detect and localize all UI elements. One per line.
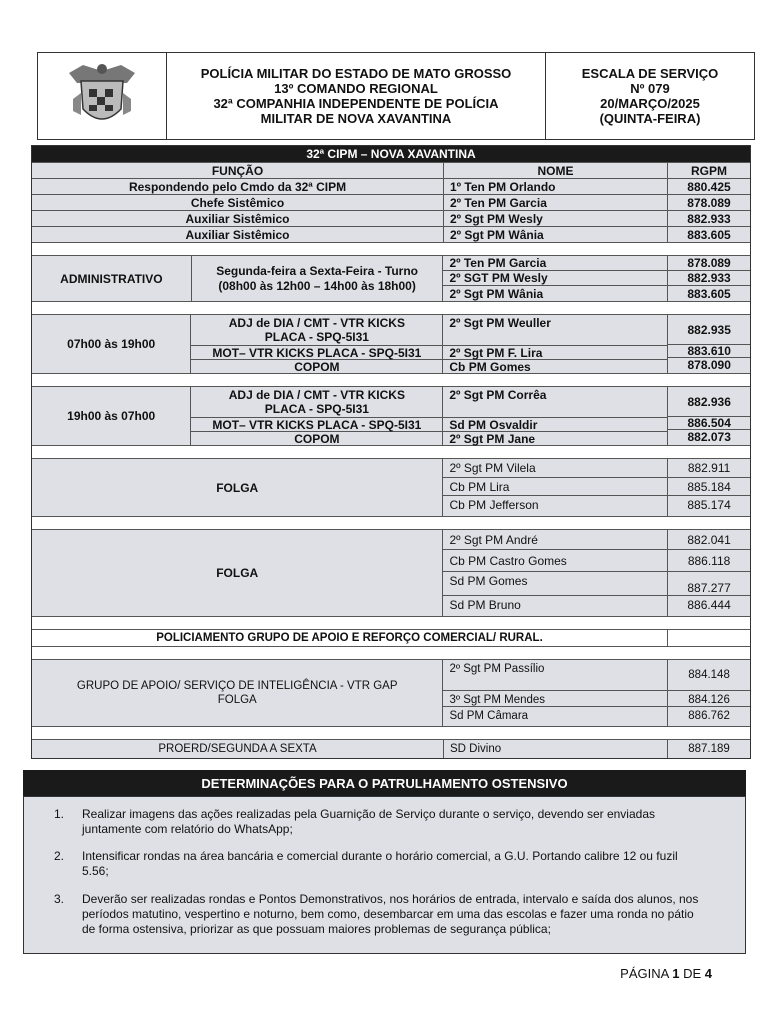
header-rgpm: RGPM [691, 163, 727, 178]
nome-cell: 2º Sgt PM Corrêa [449, 388, 547, 402]
rgpm-cell: 884.126 [668, 691, 750, 707]
page-of: DE [683, 966, 702, 981]
rgpm-cell: 882.911 [668, 459, 750, 478]
funcao-cell: Auxiliar Sistêmico [32, 211, 444, 226]
funcao-cell: MOT– VTR KICKS PLACA - SPQ-5I31 [191, 418, 443, 431]
nome-cell: 2º Sgt PM Wesly [444, 211, 668, 226]
nome-cell: Sd PM Osvaldir [449, 417, 538, 432]
table-row [191, 346, 667, 360]
funcao-line: ADJ de DIA / CMT - VTR KICKS [228, 316, 405, 330]
rgpm-cell: 883.610 [668, 345, 750, 358]
funcao-cell: Auxiliar Sistêmico [32, 227, 444, 242]
night-shift-rgpm [668, 387, 750, 445]
nome-cell: 3º Sgt PM Mendes [443, 691, 667, 707]
nome-cell: Cb PM Gomes [449, 359, 531, 374]
item-text: Realizar imagens das ações realizadas pela Guarnição de Serviço durante o serviço, devendo ser enviadas juntamente com relatório do WhatsApp; [82, 807, 655, 836]
rgpm-cell: 885.184 [668, 478, 750, 496]
table-row [191, 387, 667, 418]
item-text: Intensificar rondas na área bancária e comercial durante o horário comercial, a G.U. Portando calibre 12 ou fuzil 5.56; [82, 849, 678, 878]
rgpm-cell: 886.504 [668, 417, 750, 430]
organization-block [167, 53, 546, 139]
folga-rgpm [668, 530, 750, 616]
table-title: 32ª CIPM – NOVA XAVANTINA [32, 146, 750, 163]
item-number: 2. [54, 849, 65, 863]
table-row [191, 418, 667, 432]
funcao-line: PLACA - SPQ-5I31 [264, 402, 369, 416]
scale-weekday: (QUINTA-FEIRA) [599, 111, 701, 126]
org-line: MILITAR DE NOVA XAVANTINA [260, 111, 452, 126]
rgpm-cell: 885.174 [687, 498, 731, 512]
nome-cell: 2º Sgt PM André [443, 530, 667, 550]
nome-cell: Sd PM Gomes [443, 572, 667, 596]
nome-cell: Cb PM Jefferson [449, 498, 539, 512]
table-row [191, 432, 667, 445]
scale-info-block [546, 53, 754, 139]
administrativo-block [32, 256, 750, 302]
proerd-label: PROERD/SEGUNDA A SEXTA [32, 740, 444, 758]
folga-block [32, 459, 750, 517]
spacer-row [32, 243, 750, 256]
policiamento-title: POLICIAMENTO GRUPO DE APOIO E REFORÇO COMERCIAL/ RURAL. [32, 630, 668, 646]
nome-cell: Cb PM Castro Gomes [443, 550, 667, 572]
rgpm-cell: 878.089 [668, 256, 750, 271]
day-shift-block [32, 315, 750, 374]
nome-cell: Sd PM Bruno [449, 597, 521, 612]
table-row [191, 315, 667, 346]
nome-cell: 2º Sgt PM Wânia [444, 227, 668, 242]
rgpm-cell: 883.605 [687, 286, 731, 301]
funcao-line: PLACA - SPQ-5I31 [264, 330, 369, 344]
rgpm-cell: 880.425 [687, 179, 731, 194]
grupo-apoio-rgpm [668, 660, 750, 726]
rgpm-cell: 887.277 [668, 572, 750, 596]
nome-cell: Sd PM Câmara [449, 709, 529, 722]
page-label: PÁGINA [620, 966, 669, 981]
item-number: 3. [54, 892, 65, 906]
administrativo-turno [192, 256, 444, 301]
nome-cell: 2º Sgt PM F. Lira [449, 345, 543, 360]
folga-names [443, 530, 668, 616]
funcao-cell: MOT– VTR KICKS PLACA - SPQ-5I31 [191, 346, 443, 359]
org-line: 13º COMANDO REGIONAL [274, 81, 438, 96]
night-shift-block [32, 387, 750, 446]
police-crest-logo [38, 53, 167, 139]
table-row [191, 360, 667, 373]
org-line: POLÍCIA MILITAR DO ESTADO DE MATO GROSSO [200, 66, 512, 81]
nome-cell: 1º Ten PM Orlando [444, 179, 668, 194]
rgpm-cell: 887.189 [688, 743, 730, 755]
rgpm-cell: 882.933 [687, 211, 731, 226]
scale-title: ESCALA DE SERVIÇO [581, 66, 719, 81]
nome-cell: 2º Sgt PM Jane [449, 431, 536, 446]
scale-date: 20/MARÇO/2025 [600, 96, 700, 111]
table-row [32, 227, 750, 243]
item-number: 1. [54, 807, 65, 821]
rgpm-cell: 882.041 [668, 530, 750, 550]
grupo-apoio-names [443, 660, 668, 726]
nome-cell: Cb PM Lira [443, 478, 667, 496]
nome-cell: 2º Ten PM Garcia [443, 256, 667, 271]
org-line: 32ª COMPANHIA INDEPENDENTE DE POLÍCIA [213, 96, 499, 111]
determinations-title: DETERMINAÇÕES PARA O PATRULHAMENTO OSTENSIVO [23, 770, 746, 796]
grupo-label-line: GRUPO DE APOIO/ SERVIÇO DE INTELIGÊNCIA - VTR GAP [76, 680, 398, 692]
folga-block [32, 530, 750, 617]
document-header [37, 52, 755, 140]
day-shift-rows [191, 315, 668, 373]
spacer-row [32, 302, 750, 315]
rgpm-cell: 882.073 [687, 429, 731, 444]
proerd-row [32, 740, 750, 758]
table-row [32, 179, 750, 195]
schedule-table [31, 145, 751, 759]
page-current: 1 [672, 966, 680, 981]
nome-cell: 2º SGT PM Wesly [443, 271, 667, 286]
header-funcao: FUNÇÃO [32, 163, 444, 178]
rgpm-cell: 882.933 [668, 271, 750, 286]
header-nome: NOME [444, 163, 668, 178]
spacer-row [32, 446, 750, 459]
nome-cell: 2º Sgt PM Weuller [449, 316, 551, 330]
spacer-row [32, 517, 750, 530]
rgpm-cell: 886.762 [688, 709, 730, 722]
folga-names [443, 459, 668, 516]
page-number [620, 966, 712, 981]
spacer-row [32, 374, 750, 387]
funcao-line: ADJ de DIA / CMT - VTR KICKS [228, 388, 405, 402]
night-shift-label: 19h00 às 07h00 [32, 387, 191, 445]
turno-line: (08h00 às 12h00 – 14h00 às 18h00) [218, 278, 416, 293]
page-total: 4 [704, 966, 712, 981]
administrativo-rgpm [668, 256, 750, 301]
table-row [32, 211, 750, 227]
funcao-cell [191, 315, 443, 345]
spacer-row [32, 647, 750, 660]
day-shift-rgpm [668, 315, 750, 373]
funcao-cell: Chefe Sistêmico [32, 195, 444, 210]
funcao-cell: COPOM [191, 432, 443, 445]
grupo-label-line: FOLGA [217, 694, 257, 706]
rgpm-cell: 882.935 [668, 315, 750, 345]
folga-label: FOLGA [32, 459, 443, 516]
rgpm-cell: 878.089 [687, 195, 731, 210]
nome-cell: 2º Sgt PM Vilela [443, 459, 667, 478]
spacer-row [32, 727, 750, 740]
night-shift-rows [191, 387, 668, 445]
spacer-row [32, 617, 750, 630]
funcao-cell: COPOM [191, 360, 443, 373]
administrativo-names [443, 256, 668, 301]
funcao-cell: Respondendo pelo Cmdo da 32ª CIPM [32, 179, 444, 194]
item-text: Deverão ser realizadas rondas e Pontos Demonstrativos, nos horários de entrada, intervalo e saída dos alunos, nos períodos matutino, vespertino e noturno, bem como, desembarcar em uma das escolas e fazer uma ronda no pátio de forma ostensiva, priorizar as que possuam maiores problemas de segurança pública; [82, 892, 699, 936]
rgpm-cell: 884.148 [668, 660, 750, 691]
policiamento-title-row [32, 630, 750, 647]
empty-cell [668, 630, 750, 646]
table-row [32, 195, 750, 211]
rgpm-cell: 878.090 [687, 357, 731, 372]
grupo-apoio-block [32, 660, 750, 727]
funcao-cell [191, 387, 443, 417]
nome-cell: SD Divino [444, 740, 668, 758]
rgpm-cell: 886.118 [668, 550, 750, 572]
turno-line: Segunda-feira a Sexta-Feira - Turno [216, 263, 419, 278]
nome-cell: 2º Sgt PM Passílio [443, 660, 667, 691]
nome-cell: 2º Ten PM Garcia [444, 195, 668, 210]
folga-label: FOLGA [32, 530, 443, 616]
day-shift-label: 07h00 às 19h00 [32, 315, 191, 373]
rgpm-cell: 883.605 [687, 227, 731, 242]
crest-icon [63, 59, 141, 133]
nome-cell: 2º Sgt PM Wânia [449, 286, 544, 301]
determinations-body [23, 796, 746, 954]
administrativo-label: ADMINISTRATIVO [32, 256, 192, 301]
grupo-apoio-label [32, 660, 443, 726]
rgpm-cell: 886.444 [687, 597, 731, 612]
rgpm-cell: 882.936 [668, 387, 750, 417]
scale-number: Nº 079 [630, 81, 670, 96]
table-header-row [32, 163, 750, 179]
folga-rgpm [668, 459, 750, 516]
